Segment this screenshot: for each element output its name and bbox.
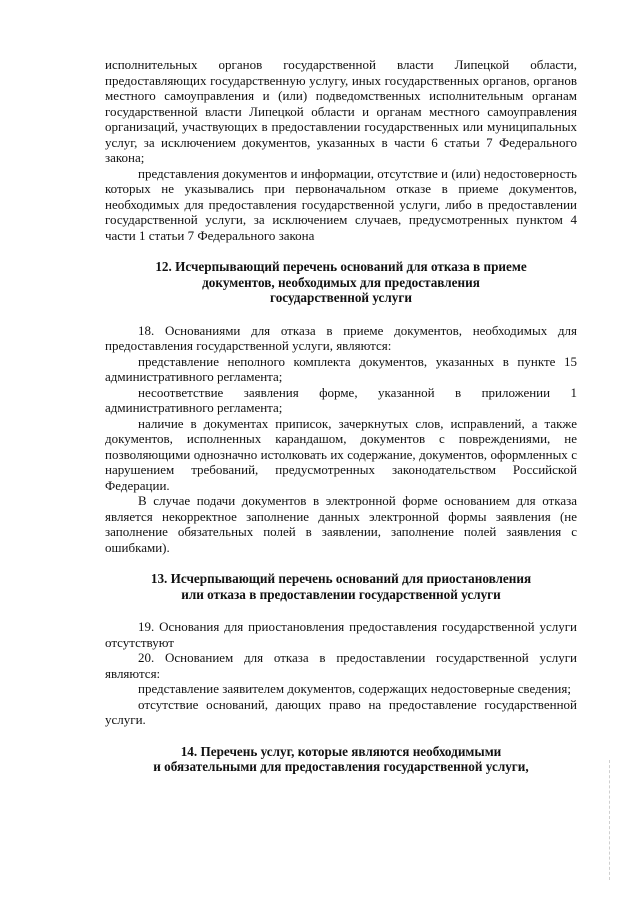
- paragraph-continuation: исполнительных органов государственной власти Липецкой области, предоставляющих государственную услугу, иных государственных органов, органов местного самоуправления и (или) подведомственных исполнительным органам государственной власти Липецкой области и органам местного самоуправления организаций, участвующих в предоставлении государственных или муниципальных услуг, за исключением документов, указанных в части 6 статьи 7 Федерального закона;: [105, 57, 577, 165]
- paragraph-20: 20. Основанием для отказа в предоставлении государственной услуги являются:: [105, 650, 577, 681]
- paragraph-false-information: представление заявителем документов, содержащих недостоверные сведения;: [138, 681, 571, 696]
- paragraph-corrections: наличие в документах приписок, зачеркнутых слов, исправлений, а также документов, исполненных карандашом, документов с повреждениями, не позволяющими однозначно истолковать их содержание, документов, оформленных с нарушением требований, предусмотренных законодательством Российской Федерации.: [105, 415, 577, 493]
- section-14-heading: [105, 744, 577, 775]
- section-14-heading-line: и обязательными для предоставления государственной услуги,: [153, 759, 529, 774]
- paragraph-incomplete-set: представление неполного комплекта документов, указанных в пункте 15 административного регламента;: [105, 353, 577, 384]
- section-14-heading-line: 14. Перечень услуг, которые являются необходимыми: [180, 743, 502, 759]
- section-12-heading: [105, 259, 577, 306]
- section-12-heading-line: государственной услуги: [270, 290, 412, 305]
- paragraph-no-grounds: отсутствие оснований, дающих право на предоставление государственной услуги.: [105, 696, 577, 727]
- document-body: [105, 57, 577, 792]
- section-13-heading-line: 13. Исчерпывающий перечень оснований для приостановления: [150, 571, 532, 586]
- scan-edge-marks: [609, 760, 612, 880]
- section-12-heading-line: 12. Исчерпывающий перечень оснований для отказа в приеме: [155, 259, 527, 274]
- paragraph-18: 18. Основаниями для отказа в приеме документов, необходимых для предоставления государственной услуги, являются:: [105, 322, 577, 353]
- paragraph-form-mismatch: несоответствие заявления форме, указанной в приложении 1 административного регламента;: [105, 384, 577, 415]
- section-13-heading: [105, 571, 577, 602]
- paragraph-electronic-form: В случае подачи документов в электронной форме основанием для отказа является некорректное заполнение данных электронной формы заявления (не заполнение обязательных полей в заявлении, заполнение полей заявления с ошибками).: [105, 493, 577, 555]
- section-13-heading-line: или отказа в предоставлении государственной услуги: [181, 586, 501, 602]
- section-12-heading-line: документов, необходимых для предоставления: [202, 274, 480, 290]
- paragraph-exception-clause: представления документов и информации, отсутствие и (или) недостоверность которых не указывались при первоначальном отказе в приеме документов, необходимых для предоставления государственной услуги, либо в предоставлении государственной услуги, за исключением случаев, предусмотренных пунктом 4 части 1 статьи 7 Федерального закона: [105, 165, 577, 243]
- paragraph-19: 19. Основания для приостановления предоставления государственной услуги отсутствуют: [105, 619, 577, 650]
